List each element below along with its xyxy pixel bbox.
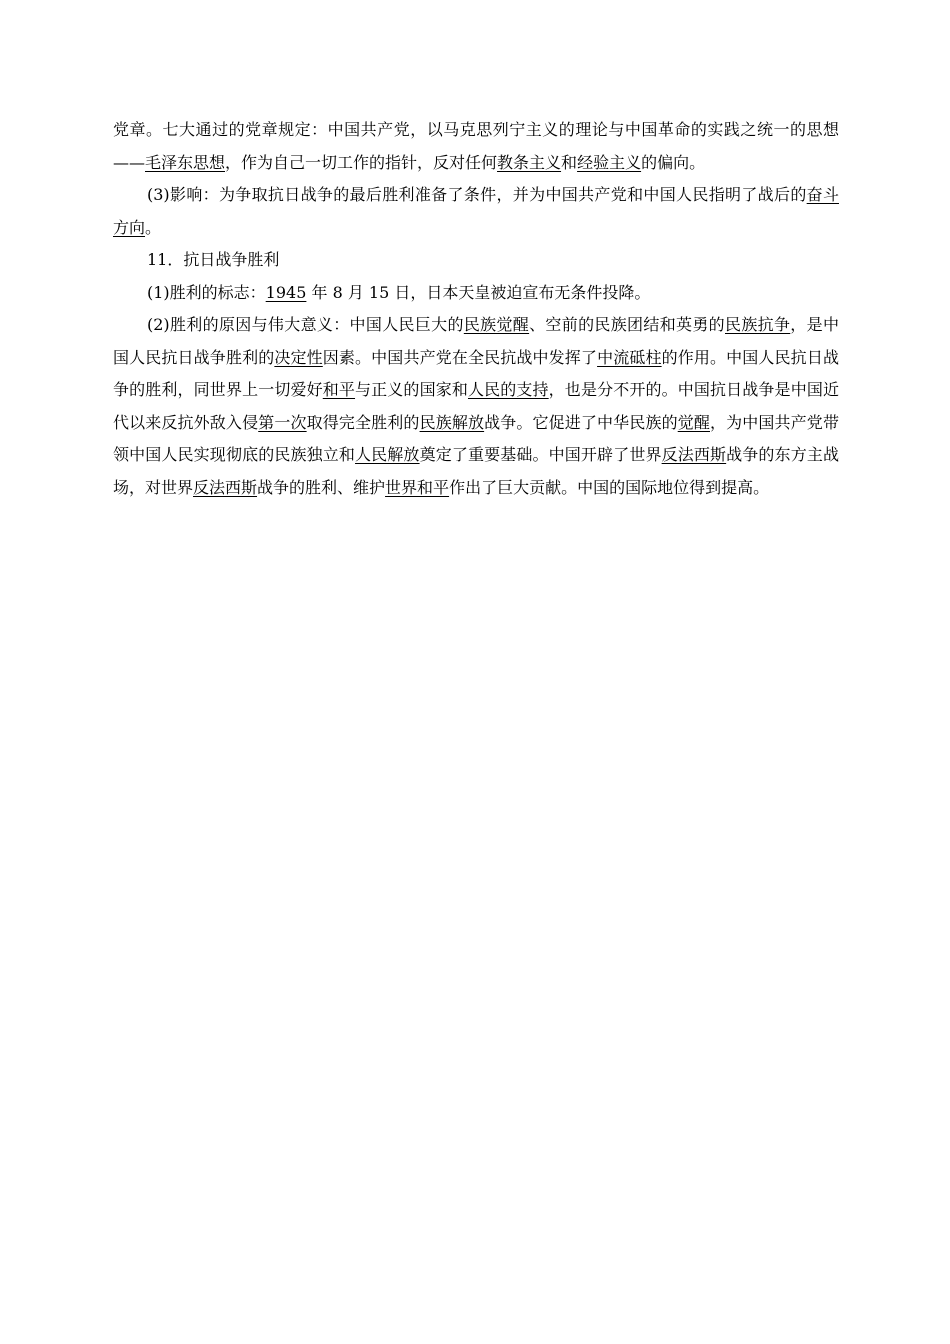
text-run: 取得完全胜利的 — [306, 412, 420, 432]
underlined-key-term: 人民的支持 — [467, 380, 549, 399]
text-run: (1)胜利的标志： — [147, 282, 266, 302]
text-run: 年 8 月 15 日，日本天皇被迫宣布无条件投降。 — [306, 282, 651, 302]
text-run: ，是中国人民抗日战争胜利的 — [113, 315, 839, 367]
text-run: (3)影响：为争取抗日战争的最后胜利准备了条件，并为中国共产党和中国人民指明了战后的 — [147, 185, 807, 204]
underlined-key-term: 民族解放 — [419, 412, 485, 432]
paragraph — [113, 179, 839, 244]
text-run: 和 — [561, 152, 578, 172]
paragraph — [113, 277, 839, 310]
document-body — [113, 114, 839, 504]
text-run: 战争的东方主战场，对世界 — [113, 445, 839, 497]
underlined-key-term: 民族觉醒 — [463, 315, 530, 334]
text-run: 的作用。中国人民抗日战争的胜利，同世界上一切爱好 — [113, 347, 839, 399]
text-run: 战争。它促进了中华民族的 — [484, 412, 678, 432]
underlined-key-term: 毛泽东思想 — [145, 152, 226, 172]
text-run: 党章。七大通过的党章规定：中国共产党，以马克思列宁主义的理论与中国革命的实践之统一的思想—— — [113, 120, 839, 172]
underlined-key-term: 决定性 — [274, 347, 323, 367]
text-run: 战争的胜利、维护 — [257, 477, 386, 497]
underlined-key-term: 中流砥柱 — [597, 347, 662, 367]
underlined-key-term: 人民解放 — [355, 445, 420, 464]
text-run: 、空前的民族团结和英勇的 — [529, 315, 725, 334]
underlined-key-term: 世界和平 — [385, 477, 450, 497]
underlined-key-term: 民族抗争 — [725, 315, 791, 334]
underlined-key-term: 教条主义 — [497, 152, 562, 172]
underlined-key-term: 和平 — [322, 380, 356, 399]
text-run: 因素。中国共产党在全民抗战中发挥了 — [322, 347, 598, 367]
text-run: 。 — [145, 217, 162, 237]
underlined-key-term: 反法西斯 — [661, 445, 727, 464]
text-run: 作出了巨大贡献。中国的国际地位得到提高。 — [449, 477, 770, 497]
text-run: ，作为自己一切工作的指针，反对任何 — [225, 152, 498, 172]
underlined-key-term: 觉醒 — [677, 412, 710, 432]
underlined-key-term: 第一次 — [258, 412, 307, 432]
text-run: (2)胜利的原因与伟大意义：中国人民巨大的 — [147, 315, 464, 334]
text-run: 与正义的国家和 — [355, 380, 468, 399]
text-run: 11．抗日战争胜利 — [147, 250, 280, 269]
text-run: 奠定了重要基础。中国开辟了世界 — [419, 445, 662, 464]
underlined-key-term: 反法西斯 — [193, 477, 258, 497]
underlined-key-term: 1945 — [265, 282, 307, 302]
paragraph — [113, 244, 839, 277]
underlined-key-term: 经验主义 — [577, 152, 642, 172]
text-run: ，为中国共产党带领中国人民实现彻底的民族独立和 — [113, 412, 839, 464]
text-run: ，也是分不开的。中国抗日战争是中国近代以来反抗外敌入侵 — [113, 380, 839, 432]
underlined-key-term: 奋斗方向 — [113, 185, 839, 237]
paragraph — [113, 114, 839, 179]
paragraph — [113, 309, 839, 504]
text-run: 的偏向。 — [641, 152, 706, 172]
